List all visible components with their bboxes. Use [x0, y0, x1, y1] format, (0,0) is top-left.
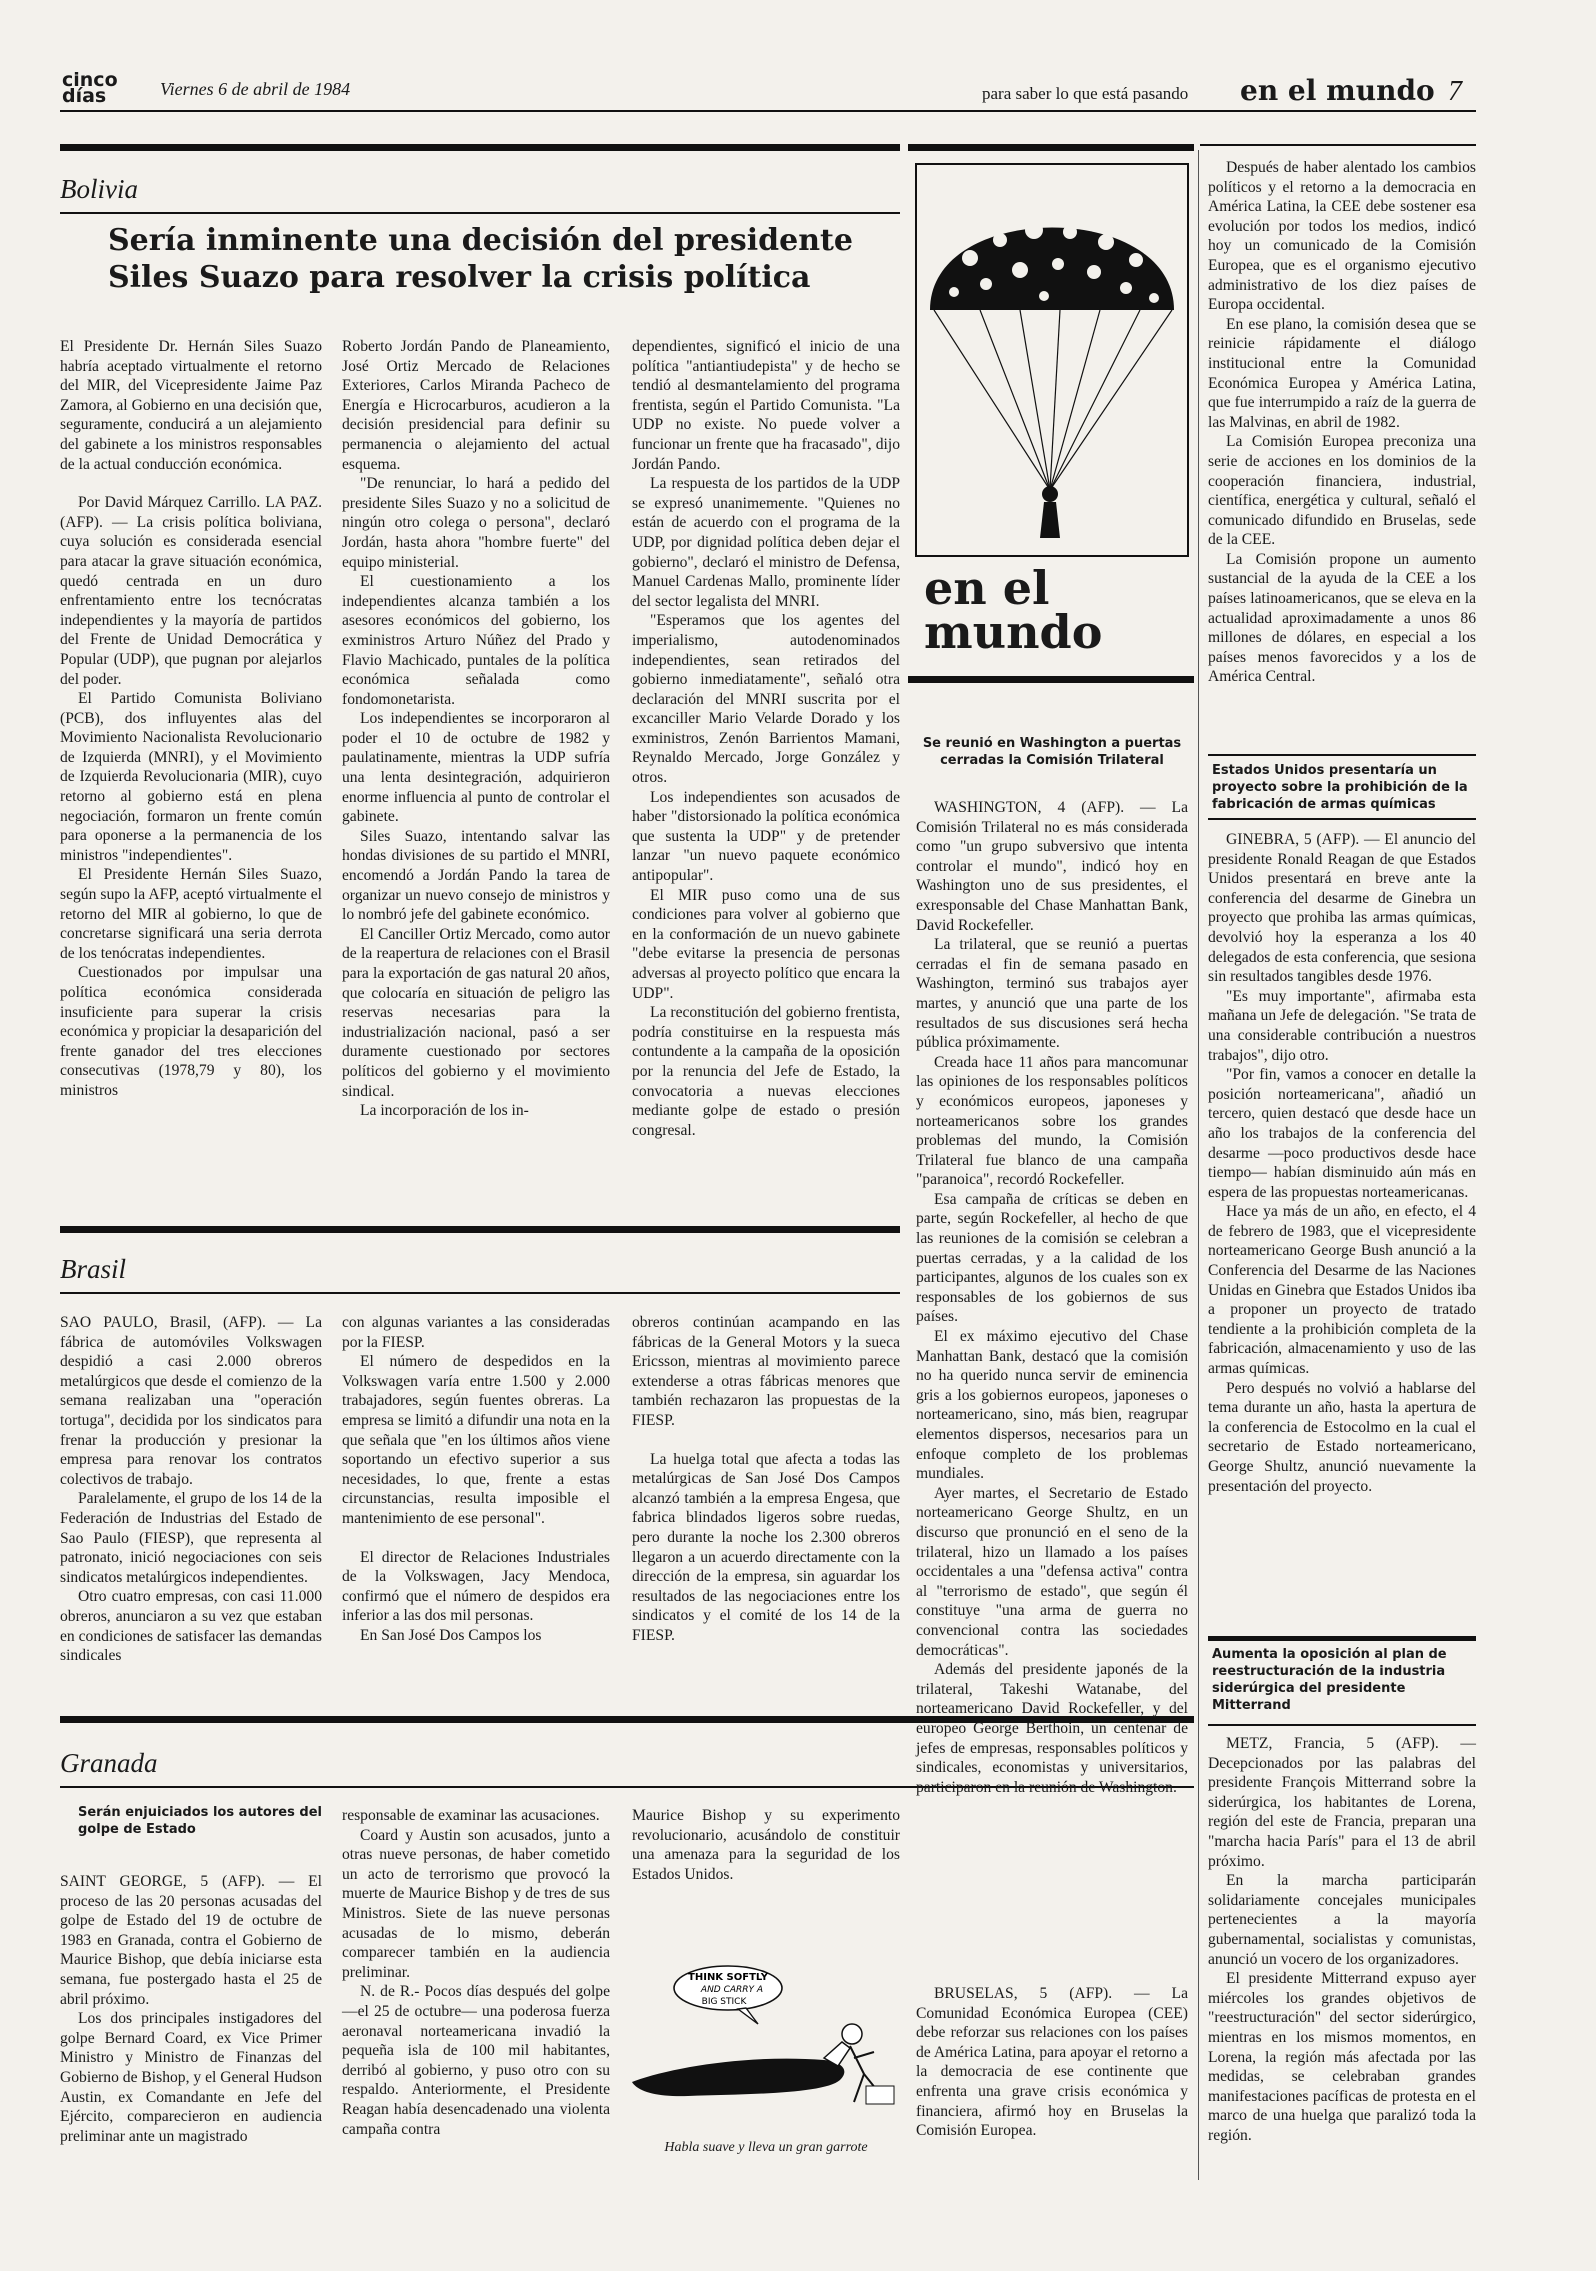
metz-column	[1208, 1734, 1476, 2145]
paragraph: SAINT GEORGE, 5 (AFP). — El proceso de las 20 personas acusadas del golpe de Estado del 19 de octubre de 1983 en Granada, contra el Gobierno de Maurice Bishop, que debía iniciarse esta semana, fue postergado hasta el 25 de abril próximo.	[60, 1873, 322, 2008]
paragraph: METZ, Francia, 5 (AFP). — Decepcionados por las palabras del presidente François Mitterrand sobre la siderúrgica, los habitantes de Lorena, región del este de Francia, preparan una "marcha hacia París" para el 13 de abril próximo.	[1208, 1735, 1476, 1870]
headline-line-2: Siles Suazo para resolver la crisis política	[108, 260, 811, 295]
paragraph: El cuestionamiento a los independientes alcanza también a los asesores económicos del gobierno, los exministros Arturo Núñez del Prado y Flavio Machicado, puntales de la política económica señalada como fondomonetarista.	[342, 573, 610, 708]
granada-column-1	[60, 1804, 322, 2146]
paragraph: El número de despedidos en la Volkswagen varía entre 1.500 y 2.000 trabajadores, según fuentes obreras. La empresa se limitó a difundir una nota en la que señala que "en los últimos años viene soportando un efectivo superior a sus necesidades, lo que, frente a estas circunstancias, resulta imposible el mantenimiento de ese personal".	[342, 1353, 610, 1527]
page-number: 7	[1448, 76, 1462, 107]
paragraph: Roberto Jordán Pando de Planeamiento, José Ortiz Mercado de Relaciones Exteriores, Carlos Miranda Pacheco de Energía e Hicrocarburos, acudieron a la decisión presidencial para definir su permanencia o alejamiento del actual esquema.	[342, 338, 610, 473]
paragraph: responsable de examinar las acusaciones.	[342, 1807, 600, 1824]
cartoon-caption: Habla suave y lleva un gran garrote	[664, 2140, 868, 2155]
paragraph: "De renunciar, lo hará a pedido del presidente Siles Suazo y no a solicitud de ningún otro colega o persona", declaró Jordán, hasta ahora "hombre fuerte" del equipo ministerial.	[342, 475, 610, 571]
paragraph: Pero después no volvió a hablarse del tema durante un año, hasta la apertura de la conferencia de Estocolmo en la cual el secretario de Estado norteamericano, George Shultz, anunció nuevamente la presentación del proyecto.	[1208, 1379, 1476, 1495]
paragraph: En ese plano, la comisión desea que se reinicie rápidamente el diálogo institucional entre la Comunidad Económica Europea y América Latina, que fue interrumpido a raíz de la guerra de las Malvinas, en abril de 1982.	[1208, 315, 1476, 431]
paragraph: La incorporación de los in-	[360, 1102, 529, 1120]
trilateral-subheading: Se reunió en Washington a puertas cerradas la Comisión Trilateral	[922, 736, 1182, 768]
cee-column	[1208, 158, 1476, 687]
paragraph: El ex máximo ejecutivo del Chase Manhattan Bank, destacó que la comisión no ha querido nunca servir de eminencia gris a los gobiernos europeos, japoneses o norteamericano, sino, más bien, reagrupar elementos dispersos, necesarios para un enfoque completo de los problemas mundiales.	[916, 1328, 1188, 1483]
section-title: en el mundo	[1240, 74, 1435, 107]
brasil-column-2	[342, 1313, 610, 1646]
bolivia-column-1	[60, 337, 322, 1101]
paragraph: La Comisión Europea preconiza una serie de acciones en los dominios de la cooperación financiera, industrial, científica, energética y cultural, señaló el comunicado difundido en Bruselas, sede de la CEE.	[1208, 433, 1476, 549]
paragraph: Creada hace 11 años para mancomunar las opiniones de los responsables políticos y económicos europeos, japoneses y norteamericanos sobre los grandes problemas del mundo, la Comisión Trilateral fue blanco de una campaña "paranoica", recordó Rockefeller.	[916, 1053, 1188, 1189]
brasil-column-1	[60, 1313, 322, 1666]
paragraph: El MIR puso como una de sus condiciones para volver al gobierno que en la conformación de un nuevo gabinete "debe evitarse la presencia de personas adversas al proyecto político que encara la UDP".	[632, 886, 900, 1002]
paragraph: El Canciller Ortiz Mercado, como autor de la reapertura de relaciones con el Brasil para la exportación de gas natural 20 años, que colocaría en situación de peligro las reservas necesarias para la industrialización nacional, pasó a ser duramente cuestionado por sectores políticos del gobierno y el movimiento sindical.	[342, 925, 610, 1100]
paragraph: En San José Dos Campos los	[360, 1626, 542, 1644]
right-sub2-rule	[1208, 1636, 1476, 1641]
paragraph: "Esperamos que los agentes del imperialismo, autodenominados independientes, sean retirados del gobierno inmediatamente", señaló otra declaración del MNRI suscrita por el excanciller Mario Velarde Dorado y los exministros, Zenón Barrientos Mamani, Reynaldo Mercado, Jorge González y otros.	[632, 612, 900, 787]
masthead-logo	[62, 69, 122, 107]
paragraph: La respuesta de los partidos de la UDP se expresó unanimemente. "Quienes no están de acuerdo con el programa de la UDP, por dignidad política deben dejar el gobierno", declaró el ministro de Defensa, Manuel Cardenas Mallo, prominente líder del sector legalista del MNRI.	[632, 475, 900, 610]
right-sub1-rule	[1208, 754, 1476, 756]
paragraph: El presidente Mitterrand expuso ayer miércoles los grandes objetivos de "reestructuración" del sector siderúrgico, mientras en los mismos momentos, en Lorena, la región más afectada por las medidas, se celebraban grandes manifestaciones pacíficas de protesta en el marco de una huelga que paralizó toda la región.	[1208, 1970, 1476, 2144]
paragraph: N. de R.- Pocos días después del golpe —el 25 de octubre— una poderosa fuerza aeronaval norteamericana invadió la pequeña isla de 100 mil habitantes, derribó al gobierno, y puso otro con su respaldo. Anteriormente, el Presidente Reagan había desencadenado una violenta campaña contra	[342, 1983, 610, 2138]
masthead-date: Viernes 6 de abril de 1984	[160, 79, 351, 99]
section-label-granada: Granada	[60, 1748, 158, 1778]
paragraph: La trilateral, que se reunió a puertas cerradas el fin de semana pasado en Washington, terminó sus trabajos ayer martes, y anunció que una parte de los resultados de sus discusiones será hecha pública próximamente.	[916, 936, 1188, 1052]
paragraph: GINEBRA, 5 (AFP). — El anuncio del presidente Ronald Reagan de que Estados Unidos presentará en breve ante la conferencia del desarme de Ginebra un proyecto que prohiba las armas químicas, devolvió hoy la esperanza a los 40 delegados de esta conferencia, que sesiona sin resultados tangibles desde 1976.	[1208, 831, 1476, 986]
paragraph: Los dos principales instigadores del golpe Bernard Coard, ex Vice Primer Ministro y Ministro de Finanzas del Gobierno de Bishop, y el General Hudson Austin, ex Comandante en Jefe del Ejército, comparecieron en audiencia preliminar ante un magistrado	[60, 2010, 323, 2145]
parachute-graphic	[910, 160, 1194, 560]
right-sub2-underline	[1208, 1724, 1476, 1726]
paragraph: Maurice Bishop y su experimento revolucionario, acusándolo de constituir una amenaza para la seguridad de los Estados Unidos.	[632, 1807, 900, 1883]
paragraph: "Es muy importante", afirmaba esta mañana un Jefe de delegación. "Se trata de una considerable contribución a nuestros trabajos", dijo otro.	[1208, 987, 1476, 1064]
headline-line-1: Sería inminente una decisión del presidente	[108, 223, 853, 258]
bolivia-label-rule	[60, 212, 900, 214]
bolivia-column-2	[342, 337, 610, 1121]
paragraph: Cuestionados por impulsar una política económica considerada insuficiente para superar la crisis económica y propiciar la desaparición del frente ganador del tres elecciones consecutivas (1978,79 y 80), los ministros	[60, 964, 322, 1099]
paragraph: WASHINGTON, 4 (AFP). — La Comisión Trilateral no es más considerada como "un grupo subversivo que intenta controlar el mundo", indicó hoy en Washington uno de sus presidentes, el exresponsable del Chase Manhattan Bank, David Rockefeller.	[916, 799, 1188, 934]
paragraph: Esa campaña de críticas se deben en parte, según Rockefeller, al hecho de que las reuniones de la comisión se celebran a puertas cerradas, y a la calidad de los participantes, algunos de los cuales son ex responsables de los gobiernos de sus países.	[916, 1190, 1188, 1326]
paragraph: con algunas variantes a las consideradas por la FIESP.	[342, 1314, 610, 1351]
bubble-line-1: THINK SOFTLY	[688, 1972, 768, 1983]
paragraph: El Presidente Hernán Siles Suazo, según supo la AFP, aceptó virtualmente el retorno del MIR al gobierno, lo que de concretarse significará una seria derrota de los tenócratas independientes.	[60, 866, 322, 962]
paragraph: BRUSELAS, 5 (AFP). — La Comunidad Económica Europea (CEE) debe reforzar sus relaciones con los países de América Latina, para apoyar el retorno a la democracia de ese continente que enfrenta una grave crisis económica y financiera, afirmó hoy en Bruselas la Comisión Europea.	[916, 1985, 1188, 2140]
bolivia-top-rule	[60, 144, 900, 151]
ginebra-column	[1208, 830, 1476, 1496]
right-sub1-underline	[1208, 818, 1476, 820]
paragraph: Otro cuatro empresas, con casi 11.000 obreros, anunciaron a su vez que estaban en condiciones de satisfacer las demandas sindicales	[60, 1588, 322, 1665]
masthead-tagline: para saber lo que está pasando	[982, 84, 1189, 103]
paragraph: La huelga total que afecta a todas las metalúrgicas de San José Dos Campos alcanzó también a la empresa Engesa, que fabrica blindados ligeros sobre ruedas, pero durante la noche los 2.300 obreros llegaron a un acuerdo directamente con la dirección de la empresa, sin aguardar los resultados de las negociaciones entre los sindicatos y el comité de los 14 de la FIESP.	[632, 1450, 900, 1644]
mitterrand-subheading: Aumenta la oposición al plan de reestructuración de la industria siderúrgica del presidente Mitterrand	[1212, 1647, 1447, 1713]
mundo-mid-rule	[908, 676, 1194, 683]
big-stick-cartoon	[628, 1962, 900, 2130]
paragraph: Por David Márquez Carrillo. LA PAZ. (AFP). — La crisis política boliviana, cuya solución es considerada esencial para atacar la grave situación económica, quedó centrada en un duro enfrentamiento entre los tecnócratas independientes y la mayoría de partidos del Frente de Unidad Democrática y Popular (UDP), que pugnan por alejarlos del poder.	[60, 494, 322, 688]
paragraph: Ayer martes, el Secretario de Estado norteamericano George Shultz, en un discurso que pronunció en el seno de la trilateral, hizo un llamado a los países occidentales a una "defensa activa" contra al "terrorismo de estado", que según él constituye "una arma de guerra no convencional contra las sociedades democráticas".	[916, 1484, 1188, 1659]
column-divider	[1198, 150, 1199, 2180]
paragraph: La reconstitución del gobierno frentista, podría constituirse en la respuesta más contundente a la campaña de la oposición por la renuncia del Jefe de Estado, la convocatoria a nuevas elecciones mediante golpe de estado o presión congresal.	[632, 1004, 900, 1139]
logo-text: cinco días	[62, 69, 118, 107]
paragraph: Los independientes se incorporaron al poder el 10 de octubre de 1982 y paulatinamente, mientras la UDP sufría una lenta desintegración, adquirieron enorme influencia al punto de controlar el gabinete.	[342, 710, 610, 826]
paragraph: Siles Suazo, intentando salvar las hondas divisiones de su partido el MNRI, encomendó a Jordán Pando la tarea de organizar un nuevo consejo de ministros y lo nombró jefe del gabinete económico.	[342, 827, 610, 924]
granada-column-3	[632, 1806, 900, 1884]
brasil-label-rule	[60, 1292, 900, 1294]
paragraph: El Partido Comunista Boliviano (PCB), dos influyentes alas del Movimiento Nacionalista Revolucionario de Izquierda (MNRI), y el Movimiento de Izquierda Revolucionaria (MIR), cuyo retorno al gobierno está en plena negociación, formaron un frente común para oponerse a la permanencia de los ministros "independientes".	[60, 690, 322, 864]
title-line-1: en el	[924, 561, 1050, 615]
paragraph: Hace ya más de un año, en efecto, el 4 de febrero de 1983, que el vicepresidente norteamericano George Bush anunció a la Conferencia del Desarme de las Naciones Unidas en Ginebra que Estados Unidos iba a proponer un proyecto de tratado tendiente a la prohibición completa de la fabricación, almacenamiento y uso de las armas químicas.	[1208, 1203, 1476, 1378]
parachute-illustration	[910, 160, 1194, 560]
bolivia-column-3	[632, 337, 900, 1140]
bubble-line-2: AND CARRY A	[700, 1985, 764, 1995]
right-top-rule	[1200, 144, 1476, 146]
paragraph: "Por fin, vamos a conocer en detalle la posición norteamericana", añadió un tercero, quien destacó que desde hace un año los trabajos de la conferencia del desarme —poco productivos desde hace tiempo— habían disminuido aún más en espera de las propuestas norteamericanas.	[1208, 1066, 1476, 1201]
en-el-mundo-title	[924, 561, 1103, 659]
armas-quimicas-subheading: Estados Unidos presentaría un proyecto sobre la prohibición de la fabricación de armas químicas	[1212, 763, 1468, 812]
bubble-line-3: BIG STICK	[701, 1997, 747, 2007]
brasil-column-3	[632, 1313, 900, 1646]
masthead-rule	[60, 110, 1476, 112]
paragraph: Los independientes son acusados de haber "distorsionado la política económica que sustenta la UDP" y de pretender lanzar "un nuevo paquete económico antipopular".	[632, 788, 900, 885]
paragraph: Después de haber alentado los cambios políticos y el retorno a la democracia en América Latina, la CEE debe sostener esa evolución por todos los medios, indicó hoy un comunicado de la Comisión Europea, que es el organismo ejecutivo administrativo de los diez países de Europa occidental.	[1208, 159, 1476, 314]
paragraph: SAO PAULO, Brasil, (AFP). — La fábrica de automóviles Volkswagen despidió a casi 2.000 obreros metalúrgicos que desde el comienzo de la semana realizaban una "operación tortuga", decidida por los sindicatos para frenar la producción y presionar la empresa para renovar los contratos colectivos de trabajo.	[60, 1314, 322, 1488]
paragraph: Coard y Austin son acusados, junto a otras nueve personas, de haber cometido un acto de terrorismo que provocó la muerte de Maurice Bishop y de tres de sus Ministros. Siete de las nueve personas acusadas de lo mismo, deberán comparecer también en la audiencia preliminar.	[342, 1826, 610, 1981]
bolivia-headline	[108, 222, 898, 296]
mundo-top-rule	[908, 144, 1194, 151]
bruselas-column	[916, 1984, 1188, 2141]
brasil-top-rule	[60, 1226, 900, 1233]
paragraph: obreros continúan acampando en las fábricas de la General Motors y la sueca Ericsson, mientras al movimiento parece extenderse a otras fábricas menores que también rechazaron las propuestas de la FIESP.	[632, 1314, 900, 1429]
section-label-bolivia: Bolivia	[60, 174, 138, 204]
paragraph: Además del presidente japonés de la trilateral, Takeshi Watanabe, del norteamericano David Rockefeller, y del europeo George Berthoin, un centenar de jefes de empresas, responsables políticos y sindicales, economistas y universitarios, participaron en la reunión de Washington.	[916, 1661, 1188, 1796]
paragraph: Paralelamente, el grupo de los 14 de la Federación de Industrias del Estado de Sao Paulo (FIESP), que representa al patronato, inició negociaciones con seis sindicatos metalúrgicos independientes.	[60, 1490, 322, 1586]
cartoon-illustration	[628, 1962, 900, 2130]
paragraph: El director de Relaciones Industriales de la Volkswagen, Jacy Mendoca, confirmó que el número de despidos era inferior a las dos mil personas.	[342, 1548, 610, 1625]
section-label-brasil: Brasil	[60, 1254, 127, 1284]
paragraph: La Comisión propone un aumento sustancial de la ayuda de la CEE a los países latinoamericanos, que se eleva en la actualidad aproximadamente a unos 86 millones de dólares, en especial a los países menos favorecidos y a los de América Central.	[1208, 550, 1476, 686]
trilateral-column	[916, 798, 1188, 1797]
paragraph: dependientes, significó el inicio de una política "antiantiudepista" y de hecho se tendió al desmantelamiento del programa frentista, según el Partido Comunista. "La UDP no existe. No puede volver a funcionar un frente que ha fracasado", dijo Jordán Pando.	[632, 338, 900, 473]
paragraph: En la marcha participarán solidariamente concejales municipales pertenecientes a la mayoría gubernamental, socialistas y comunistas, anunció un vocero de los organizadores.	[1208, 1872, 1476, 1968]
granada-subheading: Serán enjuiciados los autores del golpe de Estado	[78, 1805, 322, 1837]
bolivia-lead: El Presidente Dr. Hernán Siles Suazo habría aceptado virtualmente el retorno del MIR, del Vicepresidente Jaime Paz Zamora, al Gobierno en una decisión que, seguramente, conducirá a un alejamiento del gabinete a los ministros responsables de la actual conducción económica.	[60, 338, 322, 473]
granada-column-2	[342, 1806, 610, 2139]
title-line-2: mundo	[924, 605, 1103, 659]
